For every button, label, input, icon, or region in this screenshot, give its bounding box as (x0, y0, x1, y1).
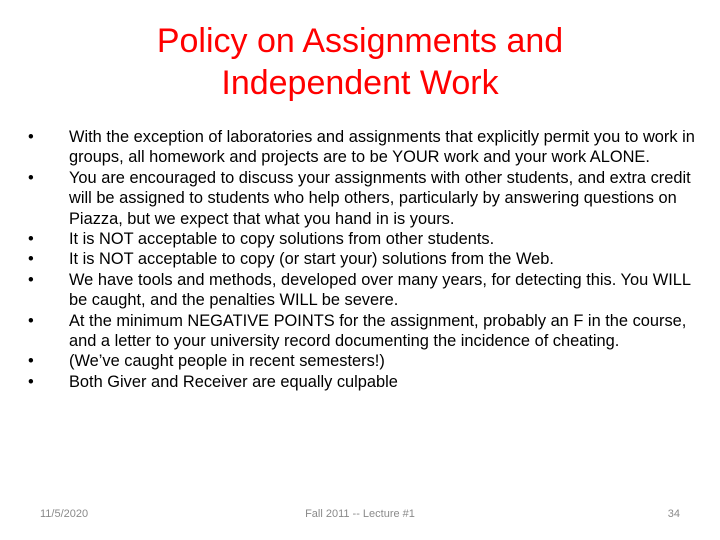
bullet-text: It is NOT acceptable to copy (or start your) solutions from the Web. (69, 250, 554, 269)
bullet-item (28, 127, 698, 168)
bullet-list (28, 127, 698, 392)
bullet-dot-icon: • (28, 230, 34, 249)
title-line-2: Independent Work (221, 64, 499, 102)
bullet-item (28, 311, 698, 352)
bullet-dot-icon: • (28, 168, 34, 187)
bullet-text: Both Giver and Receiver are equally culpable (69, 372, 398, 391)
bullet-item (28, 249, 698, 269)
bullet-dot-icon: • (28, 311, 34, 330)
bullet-text: (We’ve caught people in recent semesters!) (69, 352, 385, 371)
bullet-item (28, 168, 698, 229)
bullet-item (28, 351, 698, 371)
footer-lecture-label: Fall 2011 -- Lecture #1 (305, 508, 415, 520)
bullet-text: At the minimum NEGATIVE POINTS for the assignment, probably an F in the course, and a letter to your university record documenting the incidence of cheating. (69, 311, 687, 351)
footer-date: 11/5/2020 (40, 508, 89, 520)
bullet-text: We have tools and methods, developed over many years, for detecting this. You WILL be caught, and the penalties WILL be severe. (69, 270, 691, 310)
bullet-dot-icon: • (28, 270, 34, 289)
bullet-item (28, 229, 698, 249)
slide-title (60, 20, 660, 104)
bullet-item (28, 270, 698, 311)
bullet-dot-icon: • (28, 372, 34, 391)
bullet-text: It is NOT acceptable to copy solutions from other students. (69, 230, 495, 249)
title-line-1: Policy on Assignments and (156, 22, 564, 60)
bullet-dot-icon: • (28, 352, 34, 371)
bullet-text: With the exception of laboratories and assignments that explicitly permit you to work in groups, all homework and projects are to be YOUR work and your work ALONE. (69, 128, 695, 167)
bullet-text: You are encouraged to discuss your assignments with other students, and extra credit will be assigned to students who help others, particularly by answering questions on Piazza, but we expect that what you hand in is yours. (69, 168, 691, 228)
bullet-dot-icon: • (28, 250, 34, 269)
bullet-item (28, 372, 698, 392)
bullet-dot-icon: • (28, 128, 34, 146)
slide-number: 34 (667, 508, 680, 520)
